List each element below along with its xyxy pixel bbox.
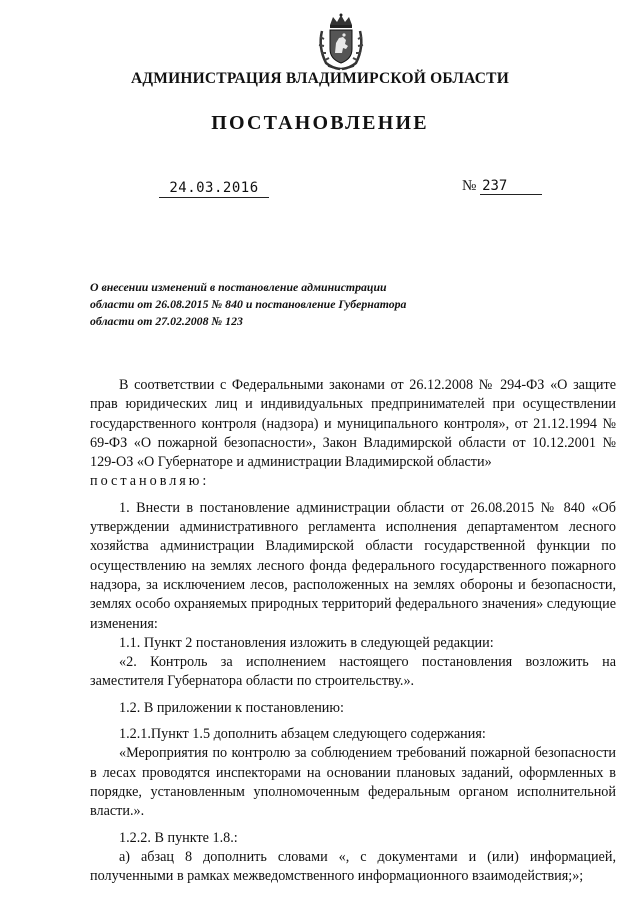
document-subject [90,279,450,330]
subject-line: области от 26.08.2015 № 840 и постановление Губернатора [90,297,407,311]
number-sign: № [462,178,477,194]
organization-title: АДМИНИСТРАЦИЯ ВЛАДИМИРСКОЙ ОБЛАСТИ [131,70,509,87]
subject-line: О внесении изменений в постановление администрации [90,280,387,294]
paragraph-1-1: 1.1. Пункт 2 постановления изложить в следующей редакции: [119,634,494,651]
decree-word-text: постановляю: [90,473,210,490]
number-value: 237 [480,178,542,195]
paragraph-1-2-2: 1.2.2. В пункте 1.8.: [119,829,238,846]
paragraph-1-2: 1.2. В приложении к постановлению: [119,699,344,716]
document-type-title: ПОСТАНОВЛЕНИЕ [211,112,429,134]
preamble-paragraph: В соответствии с Федеральными законами от 26.12.2008 № 294-ФЗ «О защите прав юридических лиц и индивидуальных предпринимателей при осуществлении государственного контроля (надзора) и муниципального контроля», от 21.12.1994 № 69-ФЗ «О пожарной безопасности», Закон Владимирской области от 10.12.2001 № 129-ОЗ «О Губернаторе и администрации Владимирской области» [90,377,616,471]
document-number [462,178,542,195]
decree-word [90,472,616,491]
subject-line: области от 27.02.2008 № 123 [90,314,243,328]
document-date: 24.03.2016 [159,180,269,198]
paragraph-1-1-quote: «2. Контроль за исполнением настоящего постановления возложить на заместителя Губернатора области по строительству.». [90,654,616,690]
paragraph-1-2-2-a: а) абзац 8 дополнить словами «, с документами и (или) информацией, полученными в рамках межведомственного информационного взаимодействия;»; [90,848,616,885]
document-body [90,376,616,886]
coat-of-arms-emblem [316,13,366,71]
paragraph-1-2-1: 1.2.1.Пункт 1.5 дополнить абзацем следующего содержания: [119,726,486,743]
paragraph-1: 1. Внести в постановление администрации области от 26.08.2015 № 840 «Об утверждении административного регламента исполнения департаментом лесного хозяйства администрации Владимирской области государственной функции по осуществлению на землях лесного фонда федерального государственного пожарного надзора, за исключением лесов, расположенных на землях обороны и безопасности, землях особо охраняемых природных территорий федерального значения» следующие изменения: [90,499,616,632]
paragraph-1-2-1-quote: «Мероприятия по контролю за соблюдением требований пожарной безопасности в лесах проводятся инспекторами на основании плановых заданий, оформленных в порядке, установленным уполномоченным федеральным органом исполнительной власти.». [90,745,616,820]
